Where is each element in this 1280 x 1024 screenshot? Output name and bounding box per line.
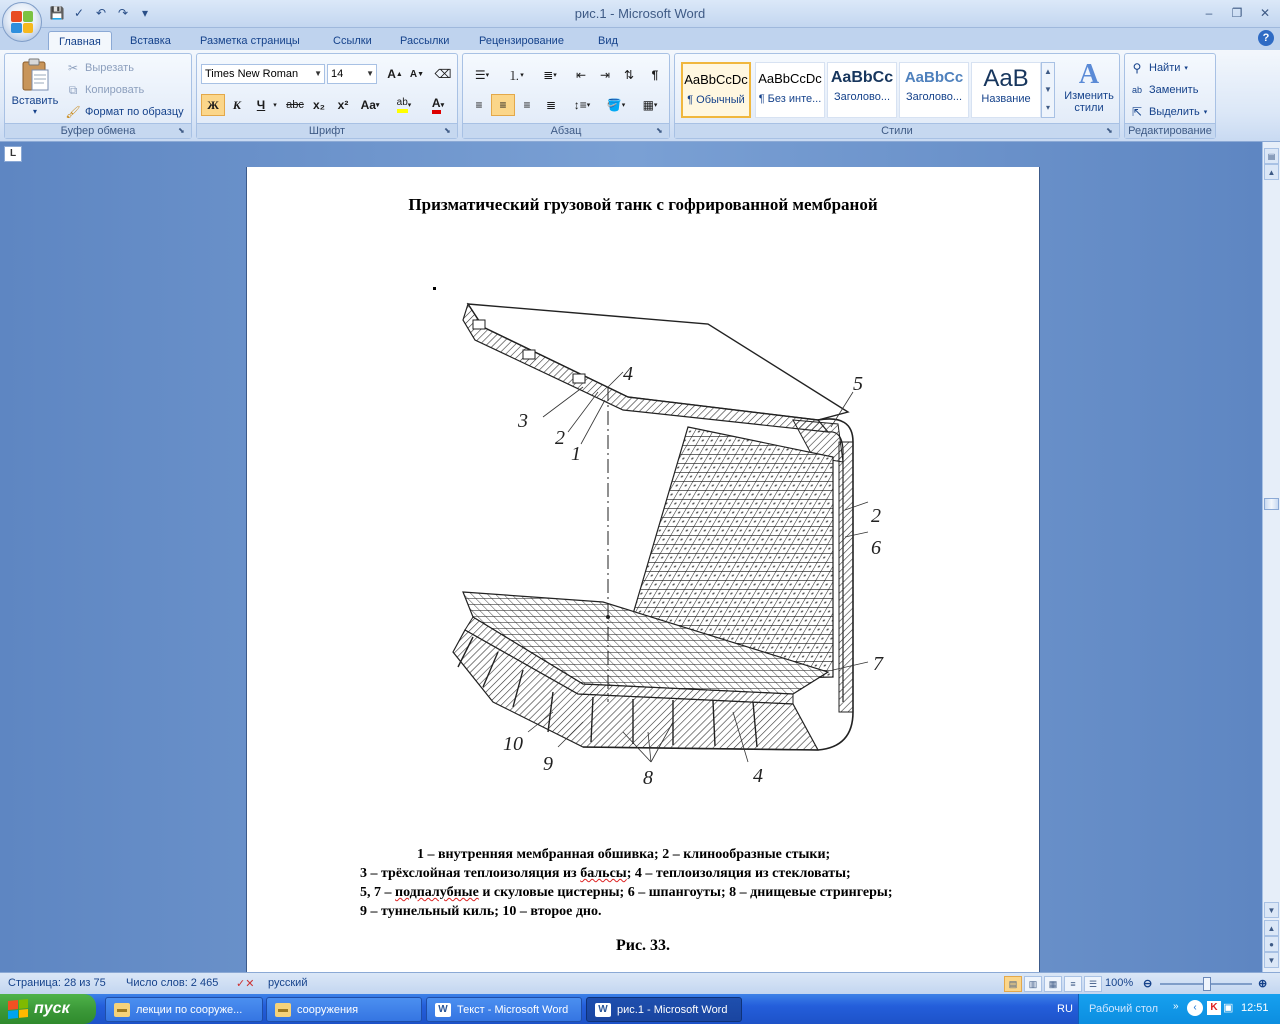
paragraph-group-label: Абзац	[463, 123, 669, 138]
folder-icon: ▬	[275, 1003, 291, 1017]
figure-label: Рис. 33.	[615, 937, 671, 954]
network-icon[interactable]: ▣	[1223, 1002, 1234, 1014]
language-status[interactable]: русский	[268, 977, 308, 989]
redo-icon[interactable]: ↷	[117, 6, 129, 20]
replace-button[interactable]: ab Заменить	[1129, 80, 1198, 100]
taskbar-item-lectures[interactable]: ▬ лекции по сооруже...	[105, 997, 263, 1022]
cut-button[interactable]: ✂ Вырезать	[65, 58, 134, 78]
style-heading-2[interactable]: AaBbCc Заголово...	[899, 62, 969, 118]
tab-review[interactable]: Рецензирование	[479, 35, 564, 47]
style-title[interactable]: AaB Название	[971, 62, 1041, 118]
taskbar	[0, 994, 1280, 1024]
next-page-icon[interactable]: ▼	[1264, 952, 1279, 968]
paste-label: Вставить	[11, 95, 59, 107]
styles-group-label: Стили	[675, 123, 1119, 138]
change-styles-icon: A	[1078, 59, 1100, 90]
dialog-launcher-icon[interactable]: ⬊	[1106, 126, 1113, 135]
tab-view[interactable]: Вид	[598, 35, 618, 47]
taskbar-item-fig1-word[interactable]: W рис.1 - Microsoft Word	[586, 997, 742, 1022]
label-10: 10	[503, 733, 523, 755]
paragraph-group	[462, 53, 670, 139]
zoom-in-icon[interactable]: ⊕	[1258, 978, 1268, 990]
borders-icon[interactable]: ▦ ▾	[642, 98, 658, 112]
numbering-icon[interactable]: ⒈ ▾	[508, 68, 524, 83]
label-8: 8	[643, 767, 653, 789]
scissors-icon: ✂	[67, 61, 79, 75]
clipboard-group	[4, 53, 192, 139]
find-button[interactable]: ⚲ Найти ▾	[1129, 58, 1188, 78]
style-heading-1[interactable]: AaBbCc Заголово...	[827, 62, 897, 118]
caption-line-2: 3 – трёхслойная теплоизоляция из бальсы; 4 – теплоизоляция из стекловаты;	[360, 866, 851, 881]
tab-stop-selector[interactable]: L	[4, 146, 22, 162]
label-6: 6	[871, 537, 881, 559]
scroll-down-arrow-icon[interactable]: ▼	[1264, 902, 1279, 918]
tray-arrow-icon[interactable]: ‹	[1187, 1000, 1203, 1016]
word-doc-icon: W	[595, 1003, 611, 1017]
zoom-out-icon[interactable]: ⊖	[1143, 978, 1153, 990]
status-bar	[0, 972, 1280, 994]
system-tray	[1078, 994, 1280, 1024]
label-1: 1	[571, 443, 581, 465]
windows-logo-icon	[8, 999, 28, 1019]
align-right-icon[interactable]: ≡	[523, 98, 531, 112]
label-9: 9	[543, 753, 553, 775]
document-page[interactable]	[246, 167, 1040, 972]
align-center-icon[interactable]: ≡	[491, 94, 515, 116]
copy-button[interactable]: ⧉ Копировать	[65, 80, 144, 100]
select-button[interactable]: ⇱ Выделить ▾	[1129, 102, 1207, 122]
editing-group-label: Редактирование	[1125, 123, 1215, 138]
tab-insert[interactable]: Вставка	[130, 35, 171, 47]
clear-formatting-icon[interactable]: ⌫	[434, 67, 452, 81]
decrease-indent-icon[interactable]: ⇤	[575, 68, 587, 82]
close-button[interactable]: ✕	[1259, 6, 1271, 20]
font-color-icon: A	[432, 97, 441, 114]
align-left-icon[interactable]: ≡	[475, 98, 483, 112]
underline-dropdown-icon[interactable]: ▾	[273, 102, 277, 109]
folder-icon: ▬	[114, 1003, 130, 1017]
clipboard-icon	[20, 58, 50, 92]
web-layout-view-icon[interactable]: ▦	[1044, 976, 1062, 992]
window-title: рис.1 - Microsoft Word	[574, 6, 706, 21]
tab-mailings[interactable]: Рассылки	[400, 35, 450, 47]
clock[interactable]: 12:51	[1241, 1002, 1269, 1014]
customize-qat-icon[interactable]: ▾	[141, 6, 149, 20]
cursor-icon: ⇱	[1131, 105, 1143, 119]
scroll-up-arrow-icon[interactable]: ▲	[1264, 164, 1279, 180]
page-count[interactable]: Страница: 28 из 75	[8, 977, 106, 989]
vertical-scrollbar[interactable]	[1262, 142, 1280, 972]
paintbrush-icon: 🖌	[65, 105, 81, 119]
full-screen-view-icon[interactable]: ▥	[1024, 976, 1042, 992]
zoom-level[interactable]: 100%	[1105, 977, 1134, 989]
dialog-launcher-icon[interactable]: ⬊	[444, 126, 451, 135]
stray-dot	[433, 287, 436, 290]
chevron-down-icon: ▼	[314, 69, 322, 78]
zoom-slider-thumb[interactable]	[1203, 977, 1211, 991]
spelling-icon[interactable]: ✓	[73, 6, 85, 20]
font-group-label: Шрифт	[197, 123, 457, 138]
binoculars-icon: ⚲	[1132, 61, 1142, 75]
ribbon-tabs	[0, 28, 1280, 51]
help-icon[interactable]: ?	[1258, 30, 1274, 46]
multilevel-list-icon[interactable]: ≣ ▾	[543, 68, 557, 82]
document-title: Призматический грузовой танк с гофрированной мембраной	[408, 195, 878, 214]
strikethrough-button[interactable]: abc	[286, 99, 304, 111]
justify-icon[interactable]: ≣	[545, 98, 557, 112]
font-color-button[interactable]: A ▾	[423, 94, 453, 116]
previous-page-icon[interactable]: ▲	[1264, 920, 1279, 936]
copy-icon: ⧉	[68, 82, 78, 97]
tab-page-layout[interactable]: Разметка страницы	[200, 35, 300, 47]
office-button[interactable]	[2, 2, 42, 42]
paste-button[interactable]	[7, 58, 63, 116]
show-marks-icon[interactable]: ¶	[651, 68, 659, 82]
maximize-button[interactable]: ❐	[1231, 6, 1243, 20]
ribbon	[0, 50, 1280, 142]
dialog-launcher-icon[interactable]: ⬊	[178, 126, 185, 135]
label-4-bottom: 4	[753, 765, 763, 787]
input-language-indicator[interactable]: RU	[1057, 1003, 1073, 1015]
caption-line-1: 1 – внутренняя мембранная обшивка; 2 – клинообразные стыки;	[417, 847, 831, 862]
word-count[interactable]: Число слов: 2 465	[126, 977, 219, 989]
bullets-icon[interactable]: ☰ ▾	[474, 68, 490, 82]
increase-indent-icon[interactable]: ⇥	[599, 68, 611, 82]
proofing-icon[interactable]: ✓✕	[236, 978, 255, 990]
minimize-button[interactable]: –	[1205, 6, 1213, 20]
save-icon[interactable]: 💾	[49, 6, 65, 20]
line-spacing-icon[interactable]: ↕≡ ▾	[573, 98, 591, 112]
tab-references[interactable]: Ссылки	[333, 35, 372, 47]
browse-object-icon[interactable]: ●	[1264, 936, 1279, 952]
paste-dropdown-icon[interactable]: ▾	[32, 107, 37, 116]
start-button[interactable]: пуск	[0, 994, 96, 1024]
font-group	[196, 53, 458, 139]
label-2-top: 2	[555, 427, 565, 449]
highlight-button[interactable]: ab ▾	[389, 94, 419, 116]
editing-group	[1124, 53, 1216, 139]
styles-group	[674, 53, 1120, 139]
taskbar-item-text-word[interactable]: W Текст - Microsoft Word	[426, 997, 582, 1022]
underline-button[interactable]: Ч	[256, 98, 266, 112]
tab-home[interactable]: Главная	[48, 31, 112, 51]
title-bar	[0, 0, 1280, 28]
caption-line-3: 5, 7 – подпалубные и скуловые цистерны; 6 – шпангоуты; 8 – днищевые стрингеры;	[360, 885, 893, 900]
dialog-launcher-icon[interactable]: ⬊	[656, 126, 663, 135]
replace-icon: ab	[1131, 85, 1142, 95]
shading-icon[interactable]: 🪣 ▾	[606, 98, 626, 112]
style-no-spacing[interactable]: AaBbCcDc ¶ Без инте...	[755, 62, 825, 118]
view-ruler-icon[interactable]: ▤	[1264, 148, 1279, 164]
label-2-side: 2	[871, 505, 881, 527]
format-painter-button[interactable]: 🖌 Формат по образцу	[65, 105, 184, 119]
scroll-thumb[interactable]	[1264, 498, 1279, 510]
superscript-button[interactable]: x²	[337, 98, 349, 112]
caption-line-4: 9 – туннельный киль; 10 – второе дно.	[360, 904, 602, 919]
word-doc-icon: W	[435, 1003, 451, 1017]
taskbar-item-structures[interactable]: ▬ сооружения	[266, 997, 422, 1022]
expand-toolbar-icon[interactable]: »	[1173, 1001, 1179, 1012]
font-family-select[interactable]: Times New Roman ▼	[201, 64, 325, 84]
font-size-select[interactable]: 14 ▼	[327, 64, 377, 84]
tank-drawing	[433, 292, 903, 802]
style-normal[interactable]: AaBbCcDc ¶ Обычный	[681, 62, 751, 118]
styles-scroll[interactable]: ▲ ▼ ▾	[1041, 62, 1055, 118]
highlighter-icon: ab	[397, 97, 408, 113]
undo-icon[interactable]: ↶	[95, 6, 107, 20]
office-logo-icon	[11, 11, 33, 33]
label-4-top: 4	[623, 363, 633, 385]
desktop-toolbar-label[interactable]: Рабочий стол	[1089, 1003, 1159, 1015]
bold-button[interactable]: Ж	[201, 94, 225, 116]
antivirus-icon[interactable]: K	[1207, 1001, 1221, 1015]
print-layout-view-icon[interactable]: ▤	[1004, 976, 1022, 992]
subscript-button[interactable]: x₂	[312, 98, 325, 112]
label-5: 5	[853, 373, 863, 395]
sort-icon[interactable]: ⇅	[623, 68, 635, 82]
chevron-down-icon: ▼	[366, 69, 374, 78]
grow-font-button[interactable]: A ▲	[387, 67, 403, 81]
change-case-button[interactable]: Aa ▾	[360, 98, 380, 112]
italic-button[interactable]: К	[232, 97, 242, 112]
draft-view-icon[interactable]: ☰	[1084, 976, 1102, 992]
clipboard-group-label: Буфер обмена	[5, 123, 191, 138]
label-3: 3	[518, 410, 528, 432]
label-7: 7	[873, 653, 883, 675]
outline-view-icon[interactable]: ≡	[1064, 976, 1082, 992]
change-styles-button[interactable]: A Изменить стили	[1059, 60, 1119, 114]
shrink-font-button[interactable]: A ▼	[409, 68, 425, 80]
